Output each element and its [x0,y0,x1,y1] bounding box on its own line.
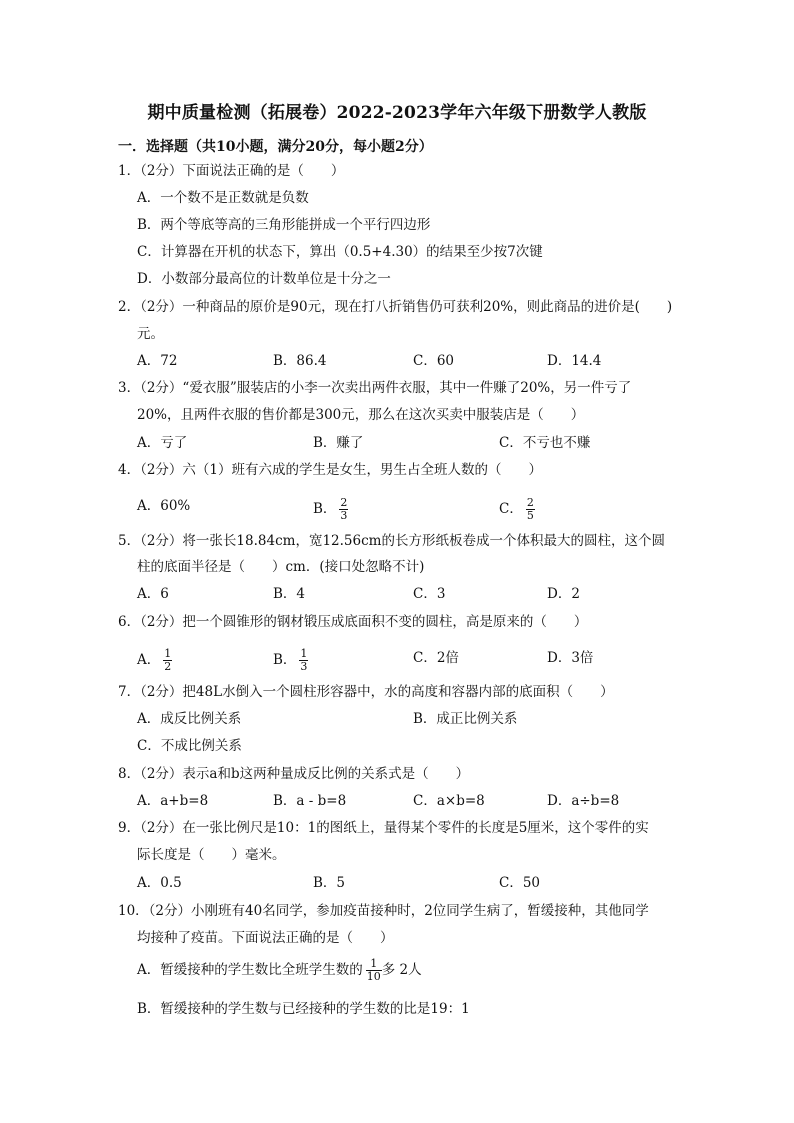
q3-option-a: A．亏了 [137,435,188,451]
q2-option-c: C．60 [413,353,455,369]
q1-option-c: C．计算器在开机的状态下，算出（0.5+4.30）的结果至少按7次键 [137,244,543,260]
fraction-denominator: 3 [340,509,348,522]
q6-option-b [273,648,308,673]
q7-option-c: C．不成比例关系 [137,738,242,754]
fraction-numerator: 1 [300,647,308,660]
q6-stem: 6．（2分）把一个圆锥形的钢材锻压成底面积不变的圆柱，高是原来的（ ） [118,614,588,630]
q7-option-a: A．成反比例关系 [137,711,242,727]
fraction-numerator: 2 [526,496,534,509]
q1-option-d: D．小数部分最高位的计数单位是十分之一 [137,271,391,287]
q4-option-b [313,497,348,522]
fraction-numerator: 1 [366,958,382,971]
q4-stem: 4．（2分）六（1）班有六成的学生是女生，男生占全班人数的（ ） [118,462,543,478]
q6-option-a-fraction [163,648,172,673]
fraction-denominator: 3 [300,660,308,673]
q3-stem-line1: 3．（2分）“爱衣服”服装店的小李一次卖出两件衣服，其中一件赚了20%，另一件亏了 [118,380,632,396]
q8-stem: 8．（2分）表示a和b这两种量成反比例的关系式是（ ） [118,766,470,782]
q2-stem-line1: 2．（2分）一种商品的原价是90元，现在打八折销售仍可获利20%，则此商品的进价是( ) [118,299,673,315]
q9-stem-line2: 际长度是（ ）毫米。 [137,847,286,863]
fraction-denominator: 2 [164,660,172,673]
q6-option-a [137,648,172,673]
q1-option-b: B．两个等底等高的三角形能拼成一个平行四边形 [137,217,431,233]
q8-option-d: D．a÷b=8 [547,793,620,809]
q7-option-b: B．成正比例关系 [413,711,518,727]
q4-option-c-fraction [526,497,535,522]
q9-option-b: B．5 [313,875,346,891]
q9-stem-line1: 9．（2分）在一张比例尺是10：1的图纸上，量得某个零件的长度是5厘米，这个零件的实 [118,820,649,836]
q6-option-b-fraction [299,648,308,673]
q2-option-b: B．86.4 [273,353,327,369]
q4-option-b-label: B． [313,501,337,517]
q2-option-a: A．72 [137,353,178,369]
fraction-denominator: 5 [526,509,534,522]
q6-option-b-label: B． [273,652,297,668]
q10-option-a-suffix: 多 2人 [381,962,422,978]
q5-option-d: D．2 [547,586,580,602]
q3-option-b: B．赚了 [313,435,364,451]
fraction-numerator: 1 [164,647,172,660]
q10-stem-line2: 均接种了疫苗。下面说法正确的是（ ） [137,930,394,946]
q5-option-b: B．4 [273,586,306,602]
q5-stem-line2: 柱的底面半径是（ ）cm．(接口处忽略不计) [137,559,425,575]
fraction-numerator: 2 [340,496,348,509]
page-title: 期中质量检测（拓展卷）2022-2023学年六年级下册数学人教版 [147,103,647,123]
q10-option-a-fraction [366,958,382,983]
q3-stem-line2: 20%，且两件衣服的售价都是300元，那么在这次买卖中服装店是（ ） [137,407,585,423]
q10-option-a-text: A．暂缓接种的学生数比全班学生数的 [137,962,363,978]
q10-stem-line1: 10．（2分）小刚班有40名同学，参加疫苗接种时，2位同学生病了，暂缓接种，其他同学 [118,903,649,919]
q6-option-a-label: A． [137,652,161,668]
q6-option-c: C．2倍 [413,650,459,666]
q1-stem: 1．（2分）下面说法正确的是（ ） [118,163,345,179]
q3-option-c: C．不亏也不赚 [499,435,591,451]
fraction-denominator: 10 [366,970,381,983]
q1-option-a: A．一个数不是正数就是负数 [137,190,309,206]
q2-option-d: D．14.4 [547,353,602,369]
q4-option-a: A．60% [137,498,191,514]
q7-stem: 7．（2分）把48L水倒入一个圆柱形容器中，水的高度和容器内部的底面积（ ） [118,684,614,700]
q2-stem-line2: 元。 [137,326,164,342]
q8-option-b: B．a - b=8 [273,793,347,809]
q10-option-a [137,958,422,983]
q10-option-b: B．暂缓接种的学生数与已经接种的学生数的比是19：1 [137,1001,470,1017]
q8-option-a: A．a+b=8 [137,793,209,809]
q5-option-c: C．3 [413,586,446,602]
q9-option-c: C．50 [499,875,541,891]
q5-option-a: A．6 [137,586,169,602]
q4-option-b-fraction [339,497,348,522]
q5-stem-line1: 5．（2分）将一张长18.84cm，宽12.56cm的长方形纸板卷成一个体积最大的圆柱，这个圆 [118,533,665,549]
q9-option-a: A．0.5 [137,875,182,891]
section-heading: 一．选择题（共10小题，满分20分，每小题2分） [118,139,433,155]
q4-option-c-label: C． [499,501,523,517]
q8-option-c: C．a×b=8 [413,793,485,809]
q4-option-c [499,497,535,522]
q6-option-d: D．3倍 [547,650,594,666]
